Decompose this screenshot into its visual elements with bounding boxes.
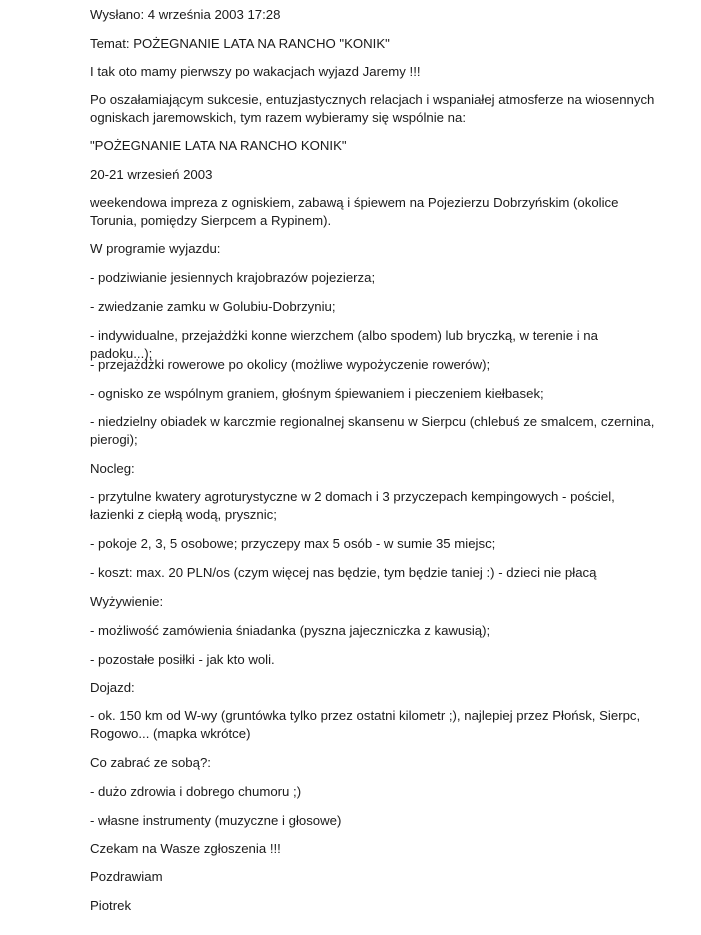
list-item: - koszt: max. 20 PLN/os (czym więcej nas będzie, tym będzie taniej :) - dzieci nie płacą [90,565,597,580]
event-date: 20-21 wrzesień 2003 [90,167,213,182]
list-item: - ognisko ze wspólnym graniem, głośnym śpiewaniem i pieczeniem kiełbasek; [90,386,544,401]
list-item: - własne instrumenty (muzyczne i głosowe) [90,813,342,828]
list-item: - pozostałe posiłki - jak kto woli. [90,652,275,667]
list-item: - indywidualne, przejażdżki konne wierzchem (albo spodem) lub bryczką, w terenie i na padoku...); [90,328,598,361]
intro-paragraph: I tak oto mamy pierwszy po wakacjach wyjazd Jaremy !!! [90,64,421,79]
section-heading: Wyżywienie: [90,594,164,609]
greeting: Pozdrawiam [90,869,163,884]
list-item: - niedzielny obiadek w karczmie regionalnej skansenu w Sierpcu (chlebuś ze smalcem, czernina, pierogi); [90,414,655,447]
list-item: - ok. 150 km od W-wy (gruntówka tylko przez ostatni kilometr ;), najlepiej przez Płońsk, Sierpc, Rogowo... (mapka wkrótce) [90,708,641,741]
body-paragraph: Po oszałamiającym sukcesie, entuzjastycznych relacjach i wspaniałej atmosferze na wiosennych ogniskach jaremowskich, tym razem wybieramy się wspólnie na: [90,92,655,125]
section-heading: Co zabrać ze sobą?: [90,755,211,770]
list-item: - możliwość zamówienia śniadanka (pyszna jajeczniczka z kawusią); [90,623,491,638]
event-description: weekendowa impreza z ogniskiem, zabawą i śpiewem na Pojezierzu Dobrzyńskim (okolice Torunia, pomiędzy Sierpcem a Rypinem). [90,195,619,228]
list-item: - podziwianie jesiennych krajobrazów pojezierza; [90,270,376,285]
list-item: - pokoje 2, 3, 5 osobowe; przyczepy max 5 osób - w sumie 35 miejsc; [90,536,496,551]
list-item: - zwiedzanie zamku w Golubiu-Dobrzyniu; [90,299,336,314]
signature: Piotrek [90,898,132,913]
list-item: - przytulne kwatery agroturystyczne w 2 domach i 3 przyczepach kempingowych - pościel, łazienki z ciepłą wodą, prysznic; [90,489,615,522]
section-heading: W programie wyjazdu: [90,241,221,256]
list-item: - przejażdżki rowerowe po okolicy (możliwe wypożyczenie rowerów); [90,357,491,372]
section-heading: Nocleg: [90,461,135,476]
sent-date: Wysłano: 4 września 2003 17:28 [90,7,281,22]
closing-line: Czekam na Wasze zgłoszenia !!! [90,841,281,856]
list-item: - dużo zdrowia i dobrego chumoru ;) [90,784,302,799]
subject-line: Temat: POŻEGNANIE LATA NA RANCHO "KONIK" [90,36,390,51]
event-title: "POŻEGNANIE LATA NA RANCHO KONIK" [90,138,347,153]
section-heading: Dojazd: [90,680,135,695]
